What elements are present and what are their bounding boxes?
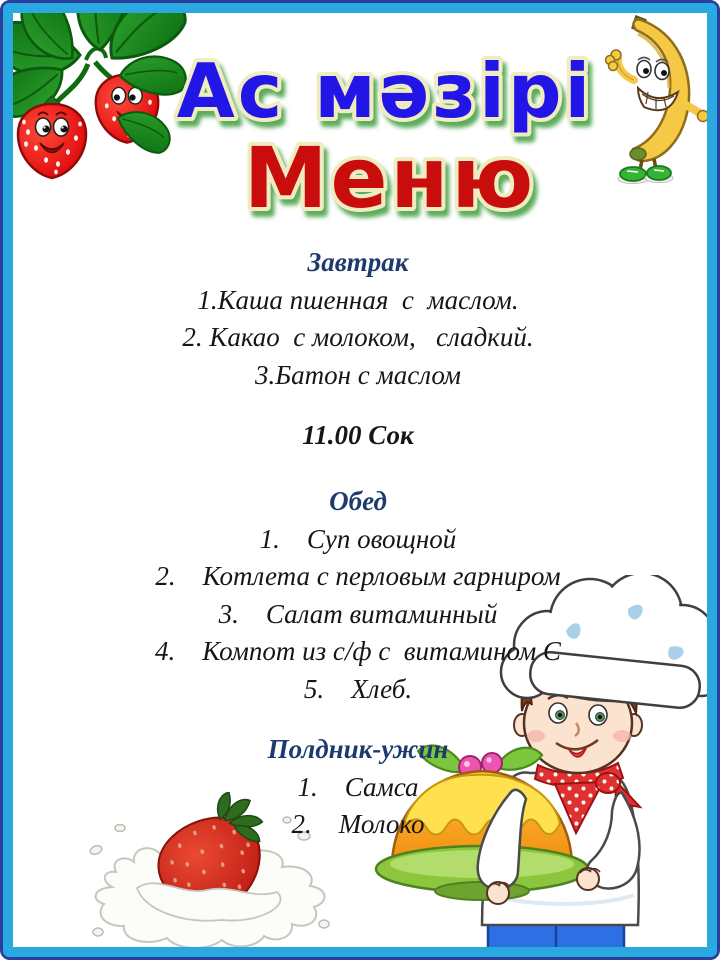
page-title-kazakh: Ас мәзірі [176, 47, 594, 135]
lunch-item: 1. Суп овощной [259, 523, 457, 554]
lunch-item: 3. Салат витаминный [218, 598, 498, 629]
lunch-item: 4. Компот из с/ф с витамином С [155, 636, 561, 666]
juice-time-line: 11.00 Сок [302, 420, 414, 450]
breakfast-item: 2. Какао с молоком, сладкий. [182, 322, 534, 352]
dinner-section [38, 731, 678, 844]
dinner-item: 2. Молоко [291, 809, 425, 839]
lunch-header: Обед [329, 486, 387, 516]
lunch-item: 5. Хлеб. [303, 673, 413, 704]
breakfast-item: 3.Батон с маслом [254, 359, 462, 390]
dinner-item: 1. Самса [297, 771, 419, 802]
lunch-section [38, 483, 678, 708]
breakfast-section [38, 244, 678, 394]
lunch-item: 2. Котлета с перловым гарниром [155, 561, 561, 591]
breakfast-item: 1.Каша пшенная с маслом. [197, 284, 519, 315]
breakfast-header: Завтрак [307, 247, 409, 277]
page-title-russian: Меню [243, 129, 537, 227]
juice-time-section [38, 417, 678, 455]
dinner-header: Полдник-ужин [267, 734, 449, 764]
